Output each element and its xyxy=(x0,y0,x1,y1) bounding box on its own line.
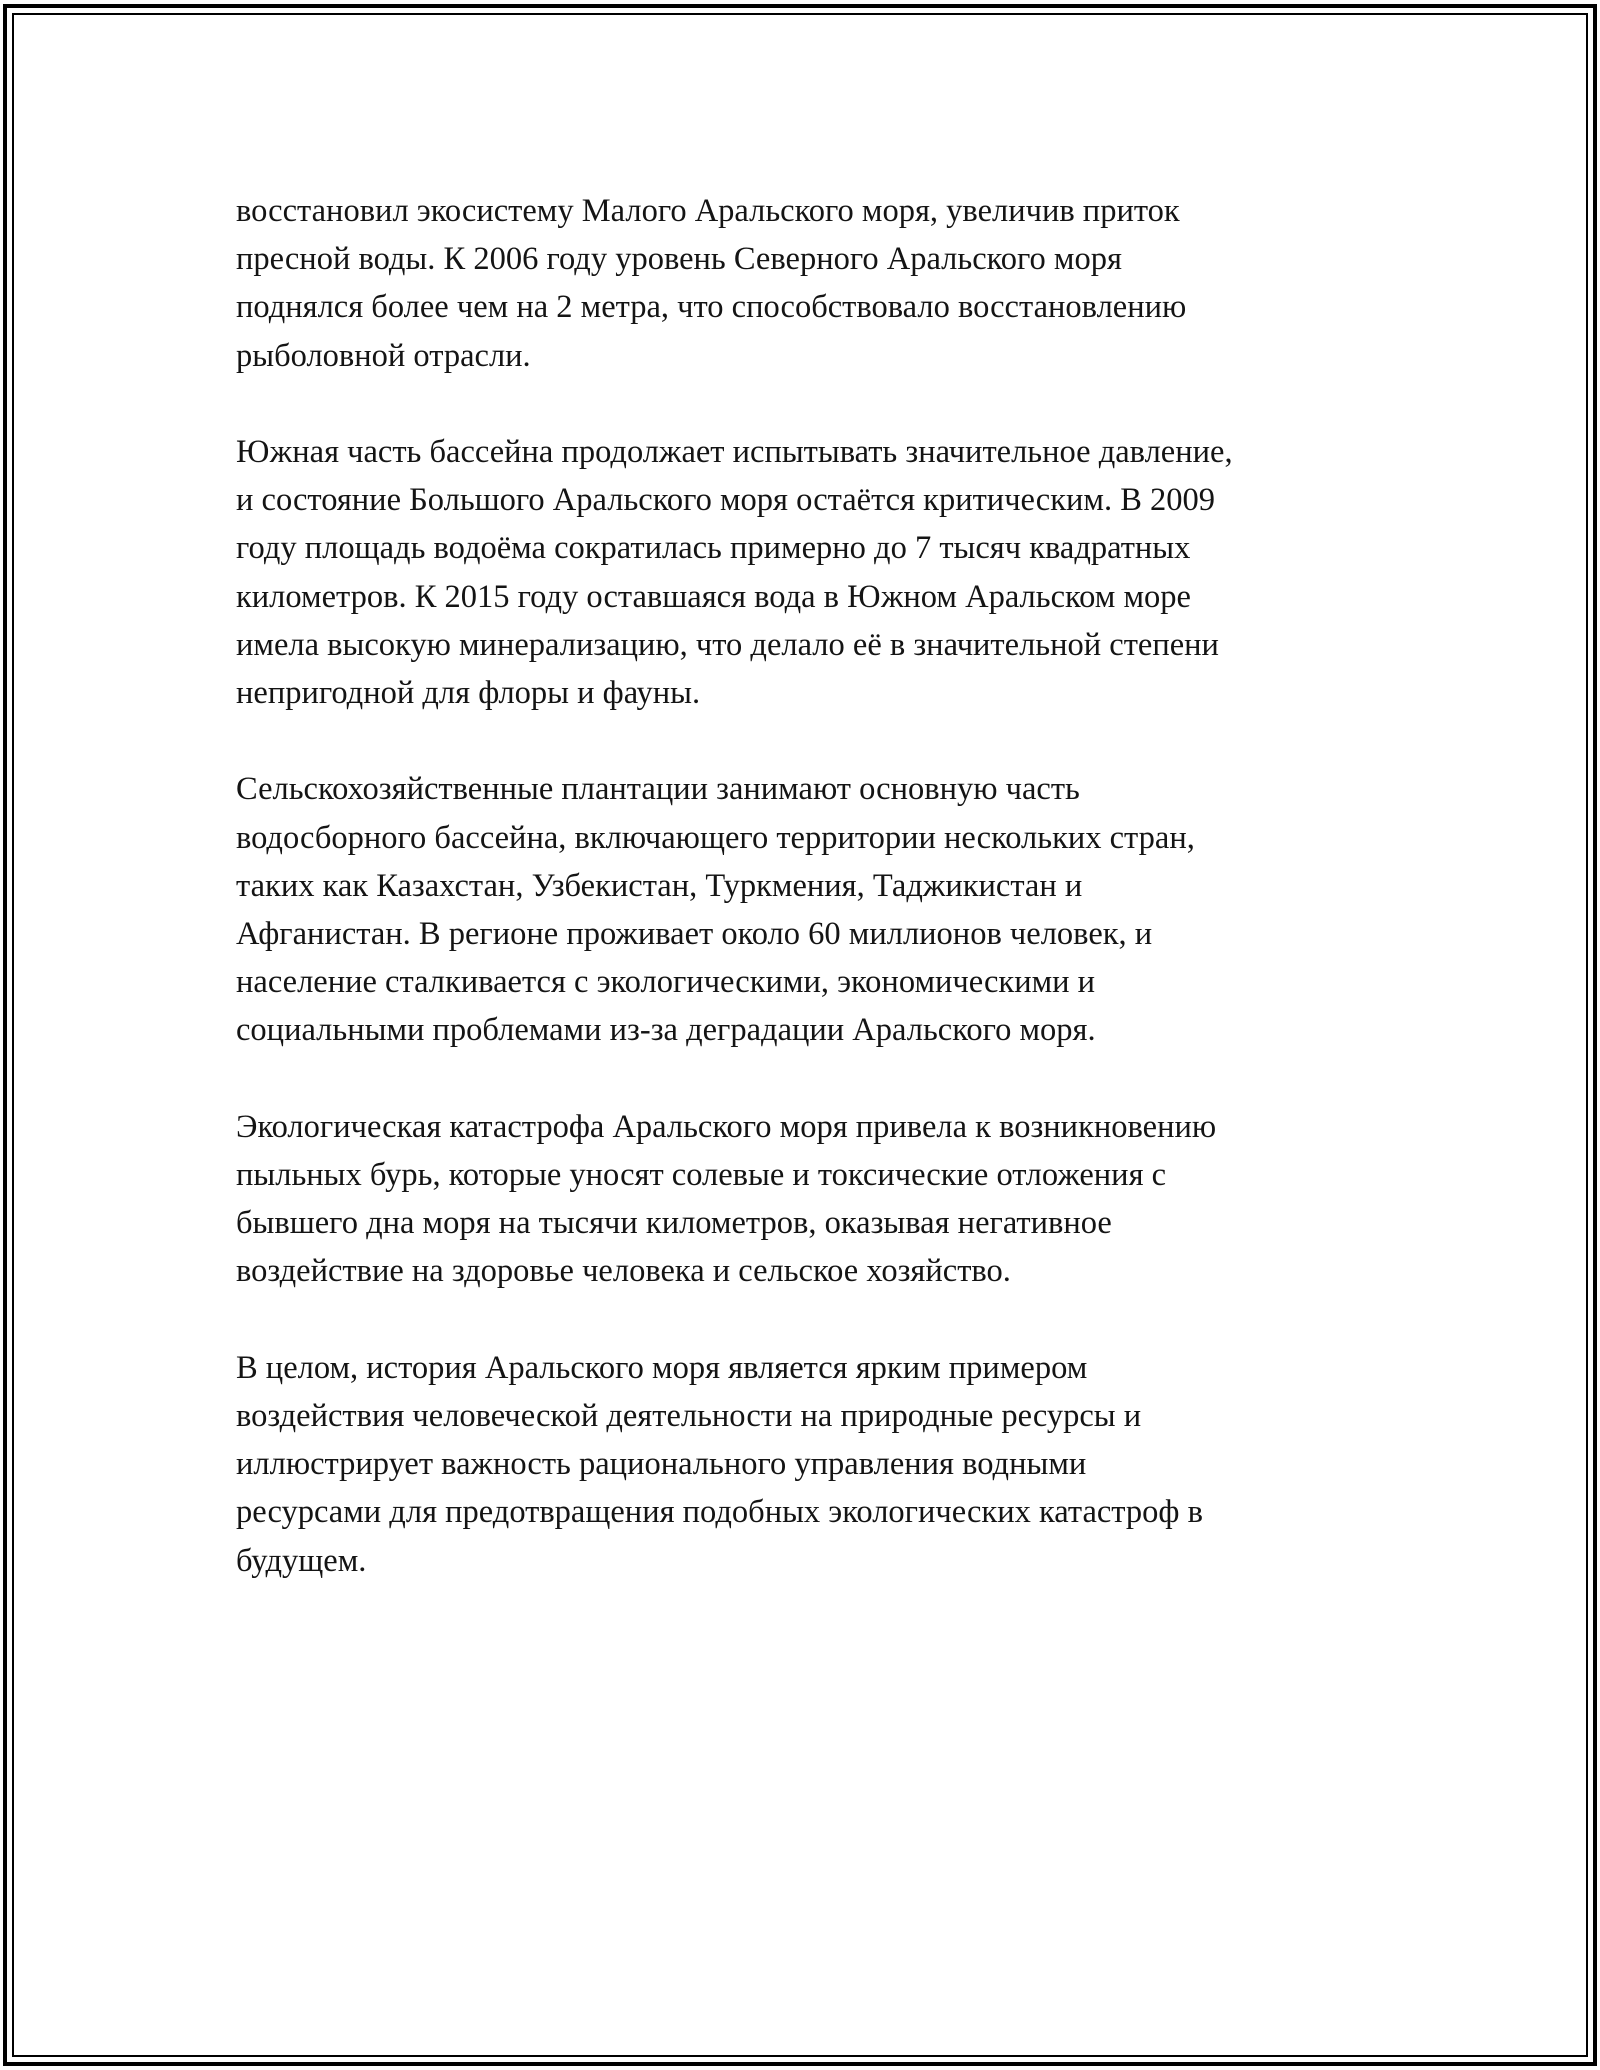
text-line: пыльных бурь, которые уносят солевые и токсические отложения с xyxy=(236,1157,1167,1194)
text-line: восстановил экосистему Малого Аральского моря, увеличив приток xyxy=(236,193,1180,229)
text-line: воздействия человеческой деятельности на природные ресурсы и xyxy=(236,1398,1142,1435)
text-line: таких как Казахстан, Узбекистан, Туркмения, Таджикистан и xyxy=(236,867,1083,904)
text-line: бывшего дна моря на тысячи километров, оказывая негативное xyxy=(236,1205,1112,1242)
text-line: социальными проблемами из-за деградации Аральского моря. xyxy=(236,1012,1096,1049)
text-line: непригодной для флоры и фауны. xyxy=(236,675,701,712)
text-line: поднялся более чем на 2 метра, что способствовало восстановлению xyxy=(236,289,1187,326)
text-line: иллюстрирует важность рационального управления водными xyxy=(236,1446,1087,1483)
text-line: будущем. xyxy=(236,1542,367,1579)
text-line: водосборного бассейна, включающего территории нескольких стран, xyxy=(236,819,1195,856)
text-line: году площадь водоёма сократилась примерно до 7 тысяч квадратных xyxy=(236,530,1191,567)
paragraph-3 xyxy=(236,765,1376,1054)
text-line: километров. К 2015 году оставшаяся вода в Южном Аральском море xyxy=(236,578,1191,615)
text-line: Экологическая катастрофа Аральского моря привела к возникновению xyxy=(236,1108,1217,1145)
paragraph-2 xyxy=(236,428,1376,717)
text-line: ресурсами для предотвращения подобных экологических катастроф в xyxy=(236,1494,1203,1531)
text-line: воздействие на здоровье человека и сельское хозяйство. xyxy=(236,1253,1011,1290)
text-line: пресной воды. К 2006 году уровень Северного Аральского моря xyxy=(236,241,1122,278)
text-line: рыболовной отрасли. xyxy=(236,337,531,374)
text-line: Сельскохозяйственные плантации занимают основную часть xyxy=(236,771,1080,808)
paragraph-5 xyxy=(236,1344,1376,1585)
text-line: В целом, история Аральского моря является ярким примером xyxy=(236,1349,1088,1386)
paragraph-1 xyxy=(236,187,1376,380)
paragraph-4 xyxy=(236,1103,1376,1296)
text-line: население сталкивается с экологическими, экономическими и xyxy=(236,964,1096,1001)
text-line: Южная часть бассейна продолжает испытывать значительное давление, xyxy=(236,434,1233,470)
text-line: и состояние Большого Аральского моря остаётся критическим. В 2009 xyxy=(236,482,1215,519)
document-body xyxy=(236,187,1376,1633)
text-line: Афганистан. В регионе проживает около 60 миллионов человек, и xyxy=(236,916,1153,953)
text-line: имела высокую минерализацию, что делало её в значительной степени xyxy=(236,626,1219,663)
